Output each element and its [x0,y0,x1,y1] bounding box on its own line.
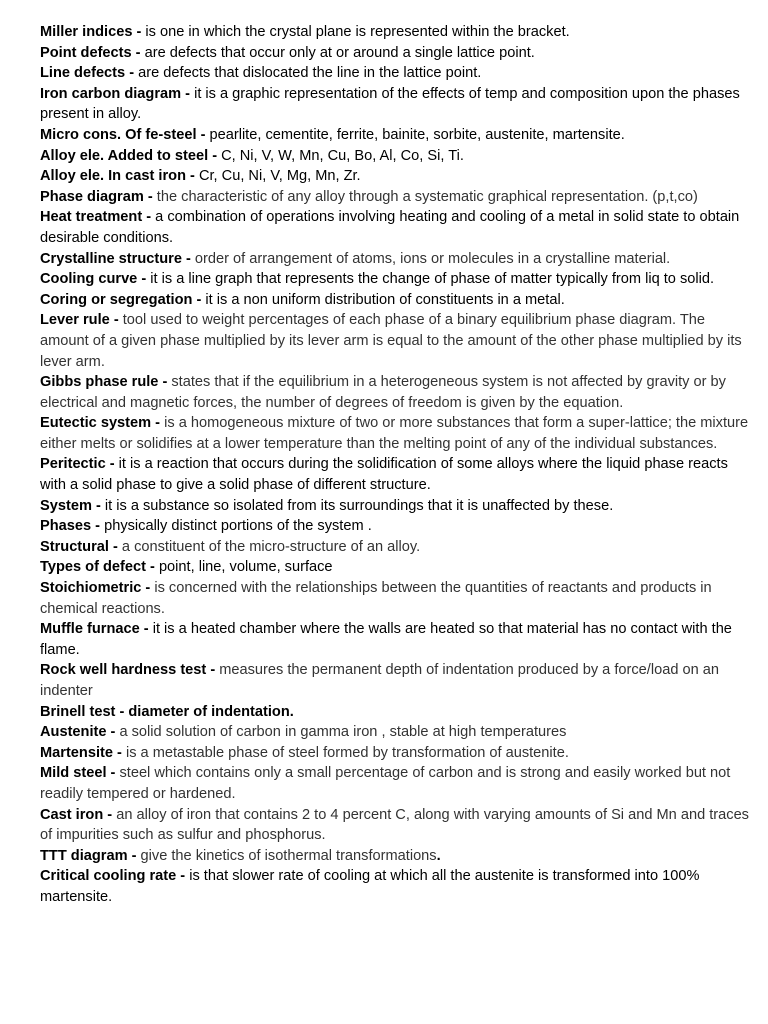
entry-mild-steel [40,763,752,804]
entry-heat-treatment [40,207,752,248]
entry-term: Micro cons. Of fe-steel - [40,126,206,143]
entry-iron-carbon-diagram [40,84,752,125]
entry-alloy-steel [40,146,752,167]
entry-phases [40,516,752,537]
entry-term: Iron carbon diagram - [40,85,191,102]
entry-definition: pearlite, cementite, ferrite, bainite, sorbite, austenite, martensite. [205,126,625,143]
entry-term: Critical cooling rate - [40,868,186,885]
document-page [40,22,752,908]
entry-term: Peritectic - [40,456,115,473]
entry-term: Rock well hardness test - [40,662,216,679]
entry-term: Eutectic system - [40,415,161,432]
entry-definition: it is a line graph that represents the change of phase of matter typically from liq to solid. [146,271,715,288]
entry-term: Miller indices - [40,24,142,40]
entry-term: Austenite - [40,724,116,741]
entry-definition: are defects that dislocated the line in the lattice point. [134,65,482,82]
entry-definition: order of arrangement of atoms, ions or molecules in a crystalline material. [190,250,671,267]
entry-definition: is one in which the crystal plane is represented within the bracket. [141,24,570,40]
entry-definition: states that if the equilibrium in a heterogeneous system is not affected by gravity or by electrical and magnetic forces, the number of degrees of freedom is given by the equation. [40,374,726,411]
entry-definition: Cr, Cu, Ni, V, Mg, Mn, Zr. [194,168,361,185]
entry-definition: measures the permanent depth of indentation produced by a force/load on an indenter [40,662,720,699]
entry-term: Alloy ele. In cast iron - [40,168,195,185]
entry-term: Alloy ele. Added to steel - [40,147,218,164]
entry-definition: physically distinct portions of the system . [100,518,372,535]
entry-term: Gibbs phase rule - [40,374,168,391]
entry-system [40,496,752,517]
entry-martensite [40,743,752,764]
entry-structural [40,537,752,558]
entry-cast-iron [40,805,752,846]
entry-brinell-test [40,702,752,723]
entry-term: Line defects - [40,65,135,82]
entry-term: TTT diagram - [40,847,137,864]
entry-austenite [40,722,752,743]
entry-term: System - [40,497,101,514]
entry-rockwell-test [40,660,752,701]
entry-definition: steel which contains only a small percentage of carbon and is strong and easily worked but not readily tempered or hardened. [40,765,731,802]
entry-term: Coring or segregation - [40,291,202,308]
entry-term: Brinell test - diameter of indentation. [40,703,294,720]
entry-definition: is concerned with the relationships between the quantities of reactants and products in chemical reactions. [40,580,712,617]
entry-term: Heat treatment - [40,209,152,226]
entry-definition: is a homogeneous mixture of two or more substances that form a super-lattice; the mixture either melts or solidifies at a lower temperature than the melting point of any of the individual substances. [40,415,749,452]
entry-point-defects [40,43,752,64]
entry-suffix: . [436,847,441,864]
entry-definition: C, Ni, V, W, Mn, Cu, Bo, Al, Co, Si, Ti. [217,147,464,164]
entry-definition: are defects that occur only at or around a single lattice point. [140,44,535,61]
entry-stoichiometric [40,578,752,619]
entry-term: Martensite - [40,744,122,761]
entry-types-of-defect [40,557,752,578]
entry-definition: a solid solution of carbon in gamma iron , stable at high temperatures [115,724,567,741]
entry-term: Phases - [40,518,101,535]
entry-term: Mild steel - [40,765,116,782]
entry-definition: is that slower rate of cooling at which all the austenite is transformed into 100% martensite. [40,868,700,905]
entry-definition: give the kinetics of isothermal transformations [136,847,437,864]
entry-definition: it is a graphic representation of the effects of temp and composition upon the phases present in alloy. [40,85,740,123]
entry-term: Phase diagram - [40,188,153,205]
entry-definition: is a metastable phase of steel formed by transformation of austenite. [121,744,569,761]
entry-phase-diagram [40,187,752,208]
entry-term: Types of defect - [40,559,155,576]
entry-miller-indices [40,22,752,43]
entry-definition: a combination of operations involving heating and cooling of a metal in solid state to obtain desirable conditions. [40,209,740,246]
entry-micro-cons [40,125,752,146]
entry-gibbs-phase-rule [40,372,752,413]
entry-definition: point, line, volume, surface [154,559,333,576]
entry-term: Crystalline structure - [40,250,191,267]
entry-term: Muffle furnace - [40,621,149,638]
entry-definition: it is a substance so isolated from its surroundings that it is unaffected by these. [100,497,614,514]
entry-critical-cooling-rate [40,866,752,907]
entry-peritectic [40,454,752,495]
entry-coring [40,290,752,311]
entry-alloy-cast-iron [40,166,752,187]
entry-term: Structural - [40,538,118,555]
entry-term: Cast iron - [40,806,113,823]
entry-definition: it is a heated chamber where the walls are heated so that material has no contact with the flame. [40,621,732,658]
entry-term: Point defects - [40,44,141,61]
entry-term: Lever rule - [40,312,119,329]
entry-muffle-furnace [40,619,752,660]
entry-definition: it is a non uniform distribution of constituents in a metal. [201,291,565,308]
entry-line-defects [40,63,752,84]
entry-lever-rule [40,310,752,372]
entry-eutectic-system [40,413,752,454]
entry-definition: a constituent of the micro-structure of an alloy. [117,538,421,555]
entry-definition: it is a reaction that occurs during the solidification of some alloys where the liquid phase reacts with a solid phase to give a solid phase of different structure. [40,456,728,494]
entry-definition: an alloy of iron that contains 2 to 4 percent C, along with varying amounts of Si and Mn and traces of impurities such as sulfur and phosphorus. [40,806,749,844]
entry-term: Cooling curve - [40,271,147,288]
entry-definition: the characteristic of any alloy through a systematic graphical representation. (p,t,co) [152,188,698,205]
entry-term: Stoichiometric - [40,580,151,597]
entry-crystalline-structure [40,249,752,270]
entry-definition: tool used to weight percentages of each phase of a binary equilibrium phase diagram. The amount of a given phase multiplied by its lever arm is equal to the amount of the other phase multiplied by its lever arm. [40,312,742,370]
entry-ttt-diagram [40,846,752,867]
entry-cooling-curve [40,269,752,290]
